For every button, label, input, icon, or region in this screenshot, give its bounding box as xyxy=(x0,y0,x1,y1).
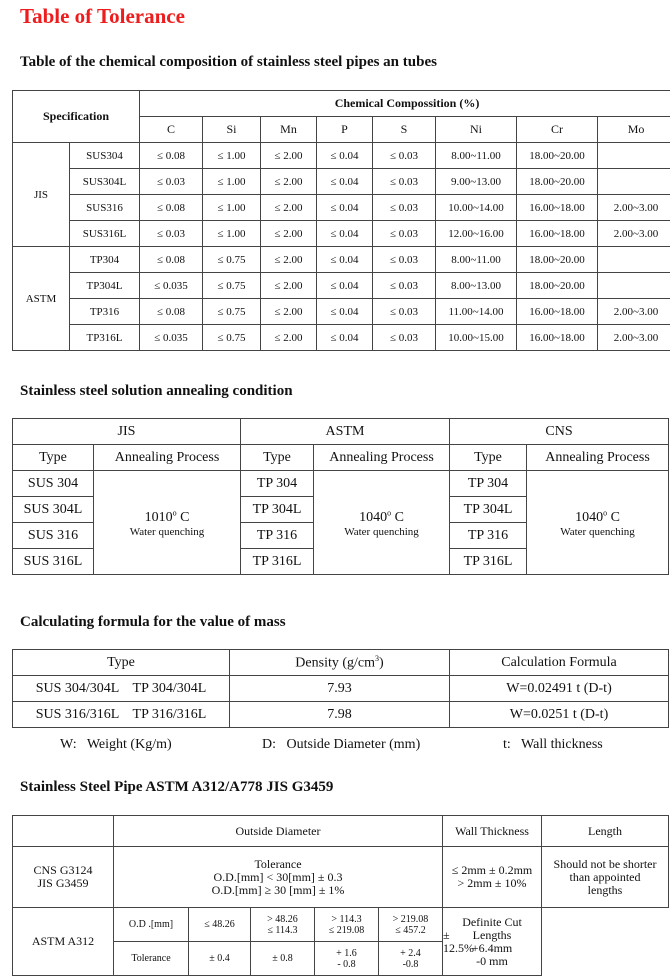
process-header: Annealing Process xyxy=(94,445,241,471)
value-cell: ≤ 1.00 xyxy=(203,169,261,195)
value-cell: 10.00~15.00 xyxy=(436,325,517,351)
type-cell: SUS 316L xyxy=(13,549,94,575)
process-header: Annealing Process xyxy=(527,445,669,471)
quench-method: Water quenching xyxy=(94,525,240,540)
value-cell: ≤ 0.08 xyxy=(140,299,203,325)
mass-row xyxy=(13,676,669,702)
temperature: 1040$^o$ C xyxy=(359,510,404,525)
cell-line: O.D.[mm] ≥ 30 [mm] ± 1% xyxy=(212,883,345,897)
mass-type: SUS 304/304L TP 304/304L xyxy=(13,676,230,702)
type-cell: TP 304L xyxy=(450,497,527,523)
value-cell: ≤ 2.00 xyxy=(261,143,317,169)
value-cell: 16.00~18.00 xyxy=(517,221,598,247)
cell-line: > 219.08 xyxy=(393,914,429,925)
od-range xyxy=(189,908,251,942)
value-cell: ≤ 2.00 xyxy=(261,247,317,273)
table-row xyxy=(13,273,670,299)
table-row xyxy=(13,247,670,273)
pipe-tolerance-table xyxy=(12,815,669,976)
value-cell: ≤ 0.08 xyxy=(140,143,203,169)
grade-cell: TP316 xyxy=(70,299,140,325)
cell-line: + 1.6 xyxy=(336,948,357,959)
cell-line: ≤ 48.26 xyxy=(204,919,235,930)
type-cell: SUS 304 xyxy=(13,471,94,497)
value-cell: 9.00~13.00 xyxy=(436,169,517,195)
astm-od-row xyxy=(13,908,669,942)
value-cell: 18.00~20.00 xyxy=(517,169,598,195)
value-cell xyxy=(598,247,670,273)
value-cell: 18.00~20.00 xyxy=(517,143,598,169)
spec-cell xyxy=(13,847,114,908)
od-tolerance-cell xyxy=(114,847,443,908)
cell-line: ≤ 219.08 xyxy=(329,925,365,936)
value-cell: 2.00~3.00 xyxy=(598,325,670,351)
element-column-header: Mn xyxy=(261,117,317,143)
chemical-heading: Table of the chemical composition of stainless steel pipes an tubes xyxy=(20,54,437,71)
cell-line: ≤ 114.3 xyxy=(267,925,297,936)
cell-line: -0 mm xyxy=(476,954,508,968)
element-column-header: P xyxy=(317,117,373,143)
cell-line: Should not be shorter xyxy=(554,857,657,871)
grade-cell: SUS316L xyxy=(70,221,140,247)
value-cell: 2.00~3.00 xyxy=(598,299,670,325)
annealing-process-cell xyxy=(94,471,241,575)
type-cell: SUS 304L xyxy=(13,497,94,523)
cell-line: > 48.26 xyxy=(267,914,298,925)
density-header: Density $(g/cm^3)$ xyxy=(230,650,450,676)
length-cell xyxy=(542,847,669,908)
element-column-header: Cr xyxy=(517,117,598,143)
cell-line: -0.8 xyxy=(403,959,419,970)
annealing-table xyxy=(12,418,669,575)
value-cell: ≤ 0.75 xyxy=(203,299,261,325)
value-cell xyxy=(598,169,670,195)
value-cell: ≤ 2.00 xyxy=(261,299,317,325)
value-cell: ≤ 1.00 xyxy=(203,221,261,247)
element-column-header: Mo xyxy=(598,117,670,143)
value-cell: ≤ 0.03 xyxy=(373,169,436,195)
cell-line: JIS G3459 xyxy=(37,876,88,890)
element-column-header: Ni xyxy=(436,117,517,143)
value-cell: 10.00~14.00 xyxy=(436,195,517,221)
value-cell: ≤ 0.03 xyxy=(373,143,436,169)
element-column-header: S xyxy=(373,117,436,143)
value-cell xyxy=(598,273,670,299)
degree-sign: o xyxy=(387,508,391,517)
value-cell: ≤ 0.04 xyxy=(317,247,373,273)
value-cell: 16.00~18.00 xyxy=(517,325,598,351)
table-row xyxy=(13,325,670,351)
standard-group: ASTM xyxy=(13,247,70,351)
value-cell: ≤ 2.00 xyxy=(261,195,317,221)
cell-line: ≤ 457.2 xyxy=(395,925,426,936)
grade-cell: SUS304L xyxy=(70,169,140,195)
standard-header: ASTM xyxy=(241,419,450,445)
cell-line: than appointed xyxy=(570,870,641,884)
legend-wall: t: Wall thickness xyxy=(503,737,603,753)
mass-formula: W=0.02491 t (D-t) xyxy=(450,676,669,702)
value-cell: 2.00~3.00 xyxy=(598,195,670,221)
value-cell: 16.00~18.00 xyxy=(517,299,598,325)
standard-header: CNS xyxy=(450,419,669,445)
value-cell: 11.00~14.00 xyxy=(436,299,517,325)
value-cell: 8.00~13.00 xyxy=(436,273,517,299)
tolerance-value xyxy=(379,942,443,976)
type-cell: TP 316 xyxy=(450,523,527,549)
type-cell: SUS 316 xyxy=(13,523,94,549)
mass-heading: Calculating formula for the value of mass xyxy=(20,614,286,631)
value-cell: ≤ 0.03 xyxy=(373,299,436,325)
standard-header-row xyxy=(13,419,669,445)
table-row xyxy=(13,221,670,247)
cell-line: Definite Cut Lengths xyxy=(462,915,522,942)
table-row xyxy=(13,169,670,195)
value-cell xyxy=(598,143,670,169)
type-cell: TP 304L xyxy=(241,497,314,523)
cell-line: ± 0.8 xyxy=(272,953,293,964)
degree-sign: o xyxy=(173,508,177,517)
value-cell: ≤ 0.75 xyxy=(203,273,261,299)
cell-line: ± 0.4 xyxy=(209,953,230,964)
table-row xyxy=(13,299,670,325)
mass-density: 7.93 xyxy=(230,676,450,702)
length-header: Length xyxy=(542,816,669,847)
value-cell: ≤ 0.04 xyxy=(317,195,373,221)
value-cell: ≤ 2.00 xyxy=(261,221,317,247)
cell-line: O.D.[mm] < 30[mm] ± 0.3 xyxy=(214,870,343,884)
element-column-header: C xyxy=(140,117,203,143)
value-cell: ≤ 0.08 xyxy=(140,195,203,221)
annealing-heading: Stainless steel solution annealing condition xyxy=(20,383,293,400)
od-range xyxy=(251,908,315,942)
blank-header xyxy=(13,816,114,847)
composition-group-header: Chemical Compossition (%) xyxy=(140,91,670,117)
mass-density: 7.98 xyxy=(230,702,450,728)
value-cell: ≤ 0.03 xyxy=(140,221,203,247)
od-range xyxy=(379,908,443,942)
grade-cell: SUS316 xyxy=(70,195,140,221)
cell-line: - 0.8 xyxy=(337,959,355,970)
mass-row xyxy=(13,702,669,728)
od-header: Outside Diameter xyxy=(114,816,443,847)
quench-method: Water quenching xyxy=(314,525,449,540)
mass-formula: W=0.0251 t (D-t) xyxy=(450,702,669,728)
chemical-composition-table xyxy=(12,90,670,351)
table-row xyxy=(13,143,670,169)
value-cell: ≤ 0.04 xyxy=(317,221,373,247)
value-cell: ≤ 0.04 xyxy=(317,143,373,169)
value-cell: ≤ 0.75 xyxy=(203,325,261,351)
table-row xyxy=(13,471,669,497)
value-cell: ≤ 0.75 xyxy=(203,247,261,273)
degree-sign: o xyxy=(603,508,607,517)
value-cell: 18.00~20.00 xyxy=(517,247,598,273)
value-cell: ≤ 0.03 xyxy=(373,325,436,351)
formula-header: Calculation Formula xyxy=(450,650,669,676)
value-cell: 16.00~18.00 xyxy=(517,195,598,221)
temperature: 1040$^o$ C xyxy=(575,510,620,525)
value-cell: ≤ 0.04 xyxy=(317,299,373,325)
value-cell: ≤ 1.00 xyxy=(203,195,261,221)
element-column-header: Si xyxy=(203,117,261,143)
type-header: Type xyxy=(450,445,527,471)
type-header: Type xyxy=(241,445,314,471)
tolerance-value xyxy=(315,942,379,976)
cell-line: Tolerance xyxy=(254,857,301,871)
grade-cell: TP304L xyxy=(70,273,140,299)
pipe-heading: Stainless Steel Pipe ASTM A312/A778 JIS G3459 xyxy=(20,779,333,796)
grade-cell: SUS304 xyxy=(70,143,140,169)
cell-line: + 2.4 xyxy=(400,948,421,959)
value-cell: ≤ 0.035 xyxy=(140,273,203,299)
cell-line: +6.4mm xyxy=(472,941,512,955)
mass-formula-table xyxy=(12,649,669,728)
standard-group: JIS xyxy=(13,143,70,247)
value-cell: 8.00~11.00 xyxy=(436,247,517,273)
specification-header: Specification xyxy=(13,91,140,143)
spec-cell: ASTM A312 xyxy=(13,908,114,976)
value-cell: ≤ 2.00 xyxy=(261,169,317,195)
cns-row xyxy=(13,847,669,908)
value-cell: ≤ 0.04 xyxy=(317,325,373,351)
page-title: Table of Tolerance xyxy=(20,4,185,29)
mass-type: SUS 316/316L TP 316/316L xyxy=(13,702,230,728)
tolerance-value xyxy=(189,942,251,976)
od-range xyxy=(315,908,379,942)
value-cell: ≤ 0.04 xyxy=(317,169,373,195)
cell-line: > 114.3 xyxy=(331,914,361,925)
value-cell: 8.00~11.00 xyxy=(436,143,517,169)
value-cell: ≤ 1.00 xyxy=(203,143,261,169)
value-cell: ≤ 0.03 xyxy=(373,221,436,247)
value-cell: ≤ 0.035 xyxy=(140,325,203,351)
value-cell: ≤ 0.03 xyxy=(373,247,436,273)
legend-diameter: D: Outside Diameter (mm) xyxy=(262,737,420,753)
value-cell: ≤ 0.03 xyxy=(140,169,203,195)
value-cell: ≤ 0.08 xyxy=(140,247,203,273)
tolerance-label: Tolerance xyxy=(114,942,189,976)
type-cell: TP 304 xyxy=(450,471,527,497)
tolerance-value xyxy=(251,942,315,976)
type-cell: TP 316L xyxy=(450,549,527,575)
value-cell: ≤ 0.03 xyxy=(373,273,436,299)
cell-line: CNS G3124 xyxy=(33,863,92,877)
table-row xyxy=(13,195,670,221)
value-cell: ≤ 2.00 xyxy=(261,273,317,299)
cell-line: > 2mm ± 10% xyxy=(458,876,527,890)
value-cell: ≤ 0.03 xyxy=(373,195,436,221)
value-cell: 2.00~3.00 xyxy=(598,221,670,247)
type-cell: TP 304 xyxy=(241,471,314,497)
wall-header: Wall Thickness xyxy=(443,816,542,847)
value-cell: ≤ 2.00 xyxy=(261,325,317,351)
temperature: 1010$^o$ C xyxy=(145,510,190,525)
grade-cell: TP304 xyxy=(70,247,140,273)
column-header-row xyxy=(13,445,669,471)
cell-line: lengths xyxy=(588,883,623,897)
wall-cell xyxy=(443,847,542,908)
value-cell: 18.00~20.00 xyxy=(517,273,598,299)
grade-cell: TP316L xyxy=(70,325,140,351)
annealing-process-cell xyxy=(527,471,669,575)
annealing-process-cell xyxy=(314,471,450,575)
value-cell: ≤ 0.04 xyxy=(317,273,373,299)
quench-method: Water quenching xyxy=(527,525,668,540)
type-cell: TP 316 xyxy=(241,523,314,549)
type-header: Type xyxy=(13,445,94,471)
type-header: Type xyxy=(13,650,230,676)
cell-line: ≤ 2mm ± 0.2mm xyxy=(452,863,533,877)
legend-weight: W: Weight (Kg/m) xyxy=(60,737,172,753)
standard-header: JIS xyxy=(13,419,241,445)
od-label: O.D .[mm] xyxy=(114,908,189,942)
header-row xyxy=(13,816,669,847)
value-cell: 12.00~16.00 xyxy=(436,221,517,247)
process-header: Annealing Process xyxy=(314,445,450,471)
type-cell: TP 316L xyxy=(241,549,314,575)
